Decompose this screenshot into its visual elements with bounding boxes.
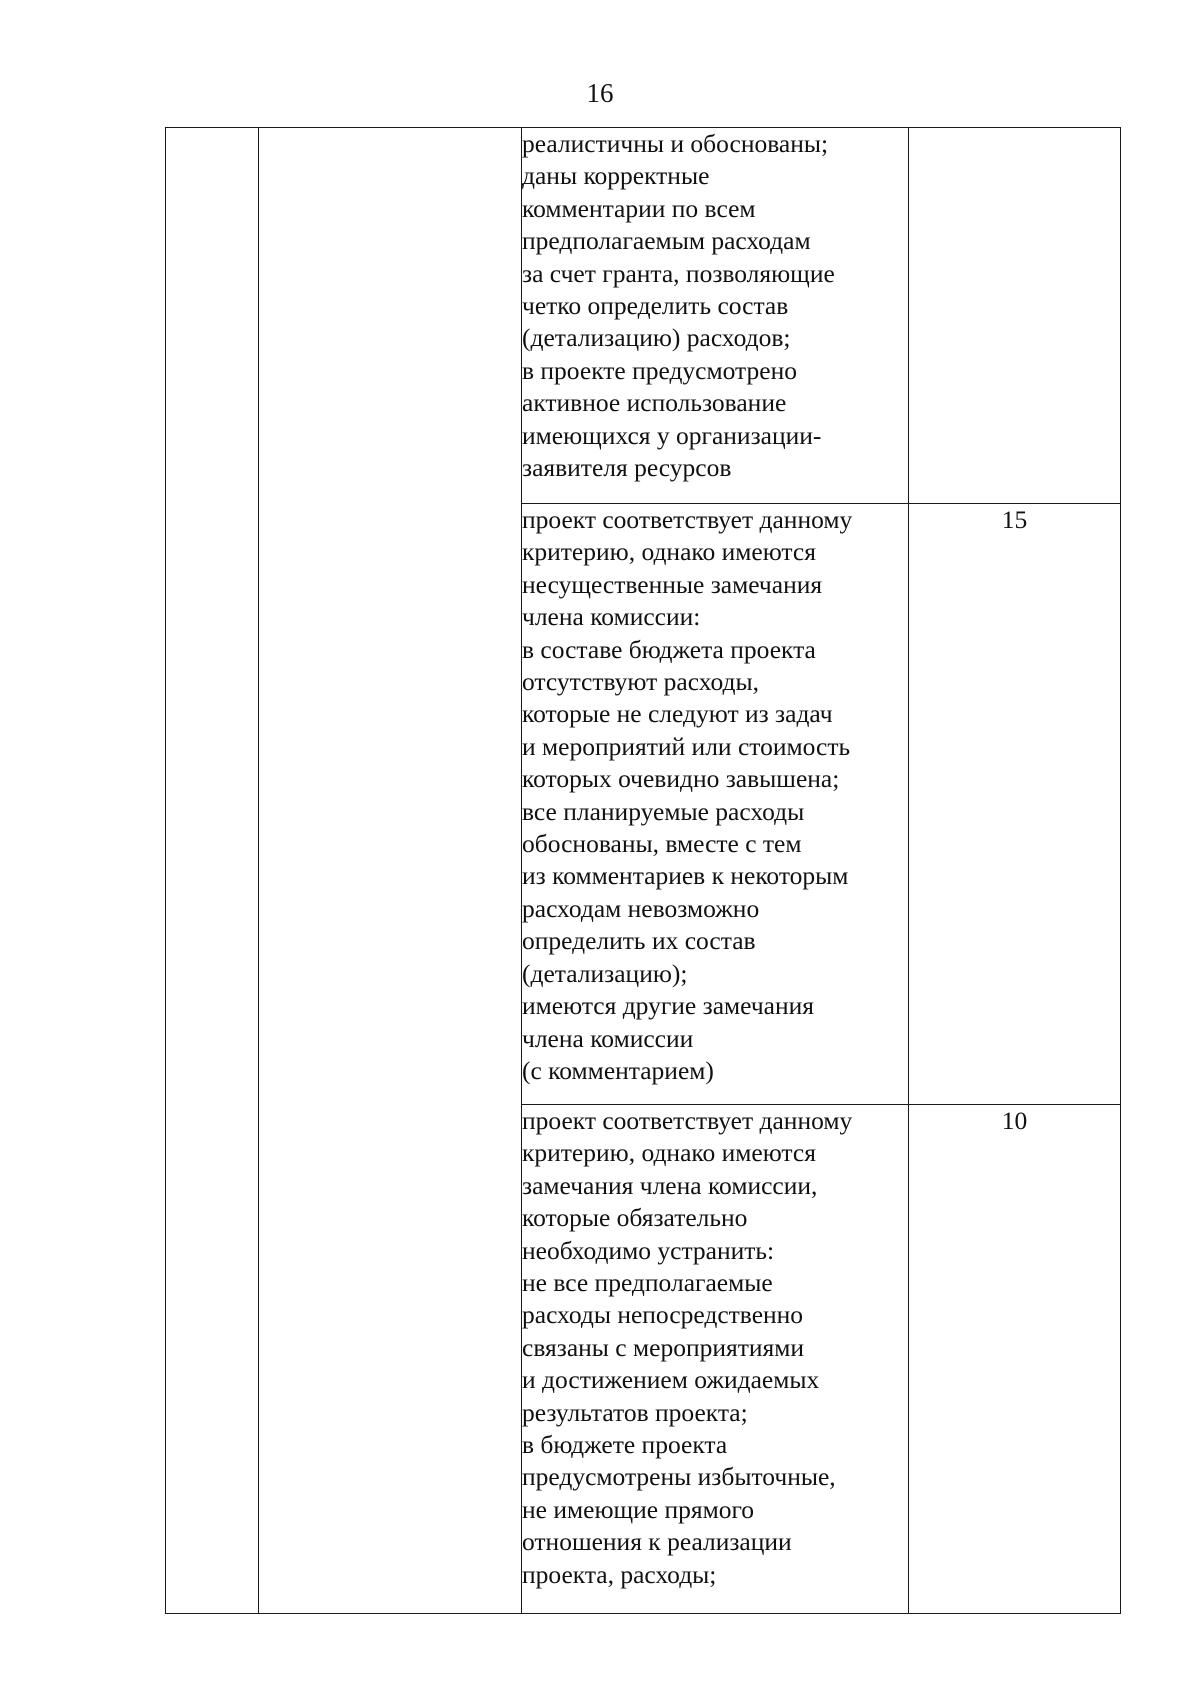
criterion-name-cell — [259, 128, 522, 1614]
criterion-description: проект соответствует данному критерию, однако имеются несущественные замечания члена комиссии: в составе бюджета проекта отсутствуют расходы, которые не следуют из задач и мероприятий или стоимость которых очевидно завышена; все планируемые расходы обоснованы, вместе с тем из комментариев к некоторым расходам невозможно определить их состав (детализацию); имеются другие замечания члена комиссии (с комментарием) — [522, 504, 909, 1105]
score-cell: 10 — [909, 1105, 1121, 1614]
table-row — [166, 128, 1121, 504]
page-number: 16 — [586, 78, 614, 108]
score-cell — [909, 128, 1121, 504]
criterion-description: реалистичны и обоснованы; даны корректные комментарии по всем предполагаемым расходам за счет гранта, позволяющие четко определить состав (детализацию) расходов; в проекте предусмотрено активное использование имеющихся у организации- заявителя ресурсов — [522, 128, 909, 504]
criterion-description: проект соответствует данному критерию, однако имеются замечания члена комиссии, которые обязательно необходимо устранить: не все предполагаемые расходы непосредственно связаны с мероприятиями и достижением ожидаемых результатов проекта; в бюджете проекта предусмотрены избыточные, не имеющие прямого отношения к реализации проекта, расходы; — [522, 1105, 909, 1614]
criteria-table — [165, 127, 1121, 1614]
score-cell: 15 — [909, 504, 1121, 1105]
number-cell — [166, 128, 259, 1614]
